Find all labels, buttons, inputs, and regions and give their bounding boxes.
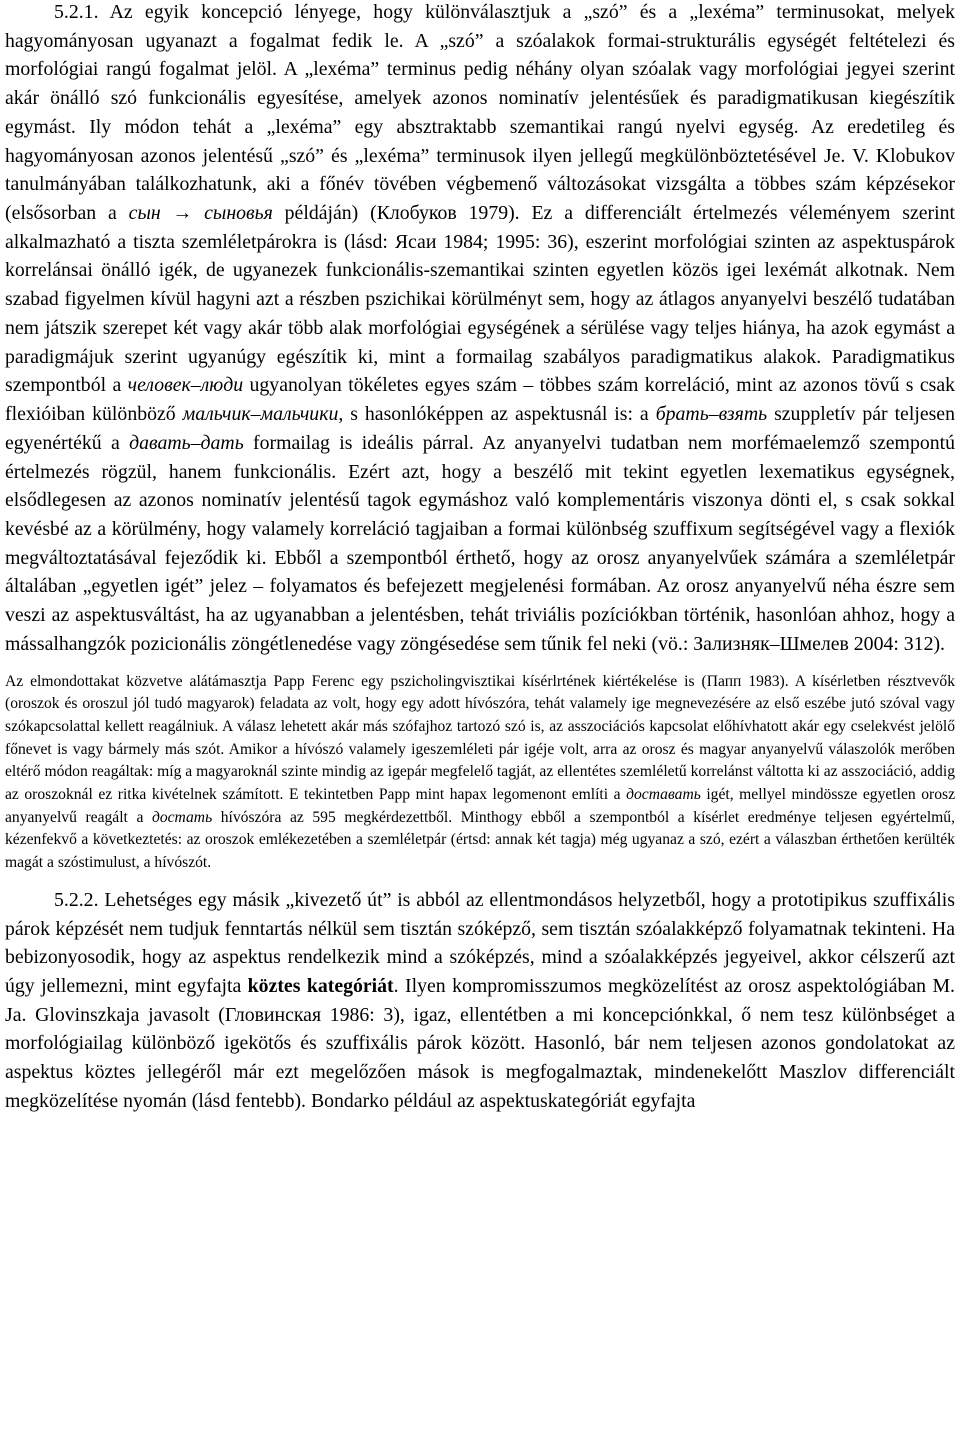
text-run: formailag is ideális párral. Az anyanyelvi tudatban nem morfémaelemző szempontú értelmezés rögzül, hanem funkcionális. Ezért azt, hogy a beszélő mit tekint egyetlen lexematikus egységnek, elsődlegesen az azonos nominatív jelentésű tagok egymáshoz való komplementáris viszonya dönti el, s csak sokkal kevésbé az a körülmény, hogy valamely korreláció tagjaiban a formai különbség szuffixum segítségével vagy a flexiók megváltoztatásával fejeződik ki. Ebből a szempontból érthető, hogy az orosz anyanyelvűek számára a szemléletpár általában „egyetlen igét” jelez – folyamatos és befejezett megjelenési formában. Az orosz anyanyelvű néha észre sem veszi az aspektusváltást, ha az ugyanabban a jelentésben, tehát triviális pozíciókban történik, hasonlóan ahhoz, hogy a mássalhangzók pozicionális zöngétlenedése vagy zöngésedése sem tűnik fel neki (vö.: Зализняк–Шмелев 2004: 312).: [5, 431, 955, 655]
key-term: köztes kategóriát: [247, 975, 394, 998]
paragraph-5-2-2: [5, 886, 955, 1116]
text-run: szuppletív pár teljesen egyenértékű a: [5, 403, 955, 454]
document-page: [5, 0, 955, 1116]
section-number: 5.2.1.: [54, 1, 99, 23]
russian-example: человек–люди: [127, 374, 244, 397]
russian-example: мальчик–мальчики: [182, 403, 339, 426]
text-run: példáján) (Клобуков 1979). Ez a differenciált értelmezés véleményem szerint alkalmazható a tiszta szemléletpárokra is (lásd: Ясаи 1984; 1995: 36), eszerint morfológiai szinten az aspektuspárok korrelánsai önálló igék, de ugyanezek funkcionális-szemantikai szinten egyetlen közös igei lexémát alkotnak. Nem szabad figyelmen kívül hagyni azt a részben pszichikai körülményt sem, hogy az átlagos anyanyelvi beszélő tudatában nem játszik szerepet két vagy akár több alak morfológiai egységének a sérülése vagy teljes hiánya, ha azok egymást a paradigmájuk szerint ugyanúgy egészítik ki, mint a formailag szabályos paradigmatikus alakok. Paradigmatikus szempontból a: [5, 202, 956, 397]
russian-example: давать–дать: [129, 431, 244, 454]
note-paragraph: [5, 671, 955, 875]
text-run: . Ilyen kompromisszumos megközelítést az orosz aspektológiában M. Ja. Glovinszkaja javasolt (Гловинская 1986: 3), igaz, ellentétben a mi koncepciónkkal, ő nem tesz különbséget a morfológiailag különböző igekötős és szuffixális párok között. Hasonló, bár nem teljesen azonos gondolatokat az aspektus köztes jellegéről már ezt megelőzően mások is megfogalmaztak, mindenekelőtt Maszlov differenciált megközelítése nyomán (lásd fentebb). Bondarko például az aspektuskategóriát egyfajta: [5, 975, 956, 1112]
text-run: Lehetséges egy másik „kivezető út” is abból az ellentmondásos helyzetből, hogy a prototipikus szuffixális párok képzését nem tudjuk fenntartás nélkül sem tisztán szóképző, sem tisztán szóalakképző folyamatnak tekinteni. Ha bebizonyosodik, hogy az aspektus rendelkezik mind a szóképzés, mind a szóalakképzés jegyeivel, akkor célszerű azt úgy jellemezni, mint egyfajta: [5, 888, 955, 998]
text-run: igét, mellyel mindössze egyetlen orosz anyanyelvű reagált a: [5, 786, 956, 826]
text-run: hívószóra az 595 megkérdezettből. Minthogy ebből a szempontból a kísérlet eredménye teljesen egyértelmű, kézenfekvő a következtetés: az oroszok emlékezetében a szemléletpár (értsd: annak két tagja) még ugyanaz a szó, ezért a válaszban érthetően kerülték magát a szóstimulust, a hívószót.: [5, 808, 955, 872]
text-run: Az egyik koncepció lényege, hogy különválasztjuk a „szó” és a „lexéma” terminusokat, melyek hagyományosan ugyanazt a fogalmat fedik le. A „szó” a szóalakok formai-strukturális egységét feltételezi és morfológiai rangú fogalmat jelöl. A „lexéma” terminus pedig néhány olyan szóalak vagy morfológiai jegyei szerint akár önálló szó funkcionális egyesítése, amelyek azonos nominatív jelentésűek és paradigmatikusan kiegészítik egymást. Ily módon tehát a „lexéma” egy absztraktabb szemantikai rangú nyelvi egység. Az eredetileg és hagyományosan azonos jelentésű „szó” és „lexéma” terminusok ilyen jellegű megkülönböztetésével Je. V. Klobukov tanulmányában találkozhatunk, aki a főnév tövében végbemenő változásokat vizsgálta a többes szám képzésekor (elsősorban a: [5, 1, 955, 225]
text-run: , s hasonlóképpen az aspektusnál is: a: [338, 403, 656, 426]
section-number: 5.2.2.: [54, 888, 99, 911]
text-run: Az elmondottakat közvetve alátámasztja Papp Ferenc egy pszicholingvisztikai kísérlrtének kiértékelése is (Папп 1983). A kísérletben résztvevők (oroszok és oroszul jól tudó magyarok) feladata az volt, hogy egy adott hívószóra, tehát valamely ige megnevezésére az első eszébe jutó szóval vagy szókapcsolattal kellett reagálniuk. A válasz lehetett akár más szófajhoz tartozó szó is, az asszociációs kapcsolat előhívhatott akár egy cselekvést jelölő főnevet is vagy bármely más szót. Amikor a hívószó valamely igeszemléleti pár igéje volt, arra az orosz és magyar anyanyelvű válaszolók merőben eltérő módon reagáltak: míg a magyaroknál szinte mindig az igepár megfelelő tagját, az ellentétes szemléletű korrelánst váltotta ki az asszociáció, addig az oroszoknál ez ritka kivételnek számított. E tekintetben Papp mint hapax legomenont említi a: [5, 672, 955, 804]
russian-example: брать–взять: [655, 403, 768, 426]
text-run: ugyanolyan tökéletes egyes szám – többes szám korreláció, mint az azonos tövű s csak flexióiban különböző: [5, 374, 955, 426]
russian-example: достать: [151, 808, 213, 826]
russian-example: сын → сыновья: [128, 202, 273, 225]
paragraph-5-2-1: [5, 0, 955, 659]
russian-example: доставать: [626, 786, 701, 804]
